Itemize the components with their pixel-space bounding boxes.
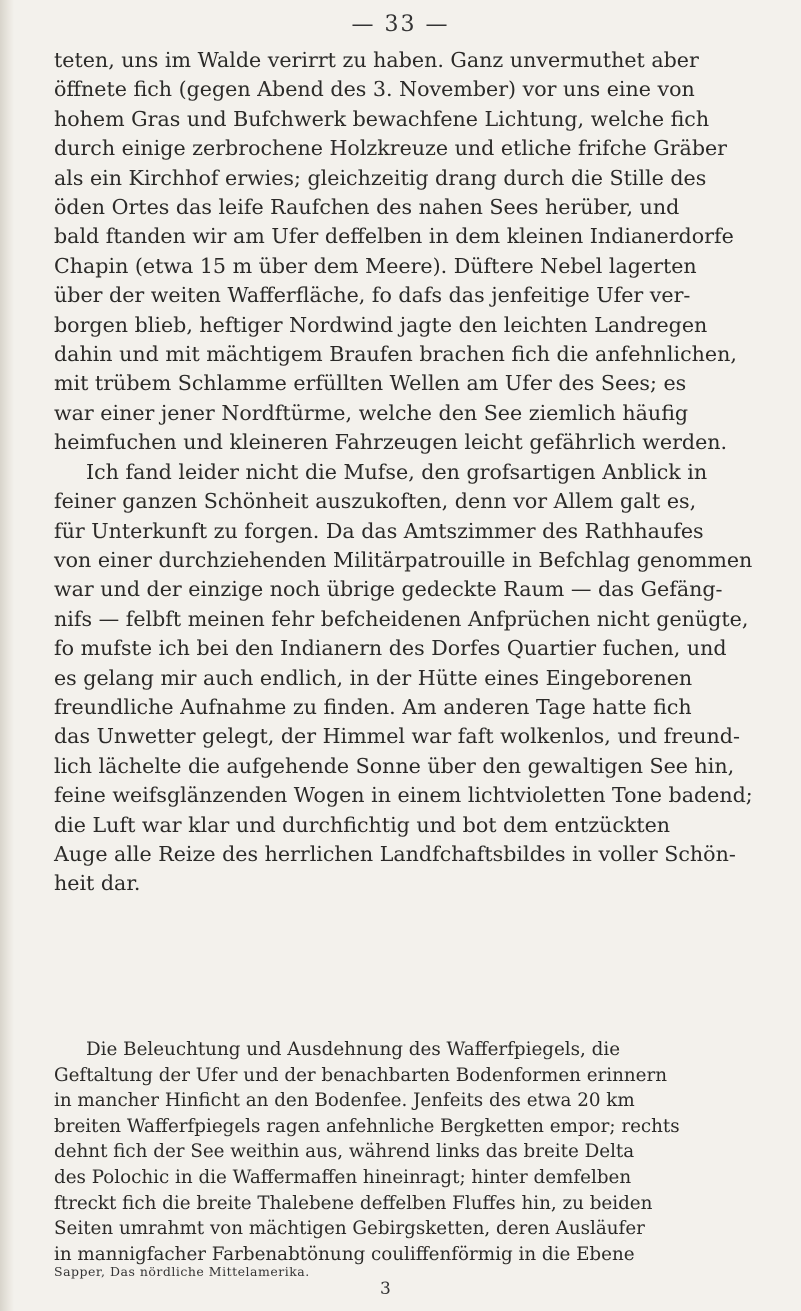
footer-citation: Sapper, Das nördliche Mittelamerika. xyxy=(54,1264,310,1279)
text-line: Seiten umrahmt von mächtigen Gebirgsketten, deren Ausläufer xyxy=(54,1218,645,1240)
text-line: feine weifsglänzenden Wogen in einem lichtvioletten Tone badend; xyxy=(54,783,753,808)
text-line: borgen blieb, heftiger Nordwind jagte den leichten Landregen xyxy=(54,312,708,337)
text-line: Ich fand leider nicht die Mufse, den grofsartigen Anblick in xyxy=(86,459,708,484)
text-line: heimfuchen und kleineren Fahrzeugen leicht gefährlich werden. xyxy=(54,430,728,455)
text-line: breiten Wafferfpiegels ragen anfehnliche Bergketten empor; rechts xyxy=(54,1115,680,1137)
text-line: ftreckt fich die breite Thalebene deffelben Fluffes hin, zu beiden xyxy=(54,1192,653,1214)
text-line: es gelang mir auch endlich, in der Hütte eines Eingeborenen xyxy=(54,665,693,690)
text-line: feiner ganzen Schönheit auszukoften, denn vor Allem galt es, xyxy=(54,489,697,514)
text-line: Geftaltung der Ufer und der benachbarten Bodenformen erinnern xyxy=(54,1064,668,1086)
text-line: dehnt fich der See weithin aus, während links das breite Delta xyxy=(54,1141,635,1163)
text-line: für Unterkunft zu forgen. Da das Amtszimmer des Rathhaufes xyxy=(54,518,704,543)
text-line: fo mufste ich bei den Indianern des Dorfes Quartier fuchen, und xyxy=(54,636,727,661)
text-line: lich lächelte die aufgehende Sonne über den gewaltigen See hin, xyxy=(54,753,735,778)
text-line: von einer durchziehenden Militärpatrouille in Befchlag genommen xyxy=(54,547,753,572)
text-line: war und der einzige noch übrige gedeckte Raum — das Gefäng- xyxy=(54,577,723,602)
small-print-text xyxy=(54,1037,760,1267)
text-line: Die Beleuchtung und Ausdehnung des Wafferfpiegels, die xyxy=(86,1039,621,1060)
text-line: mit trübem Schlamme erfüllten Wellen am Ufer des Sees; es xyxy=(54,371,687,396)
page-number: — 33 — xyxy=(351,12,450,37)
page-spine-shadow xyxy=(0,0,14,1311)
text-line: durch einige zerbrochene Holzkreuze und etliche frifche Gräber xyxy=(54,136,728,161)
main-text xyxy=(54,46,760,899)
text-line: in mancher Hinficht an den Bodenfee. Jenfeits des etwa 20 km xyxy=(54,1090,635,1112)
text-line: freundliche Aufnahme zu finden. Am anderen Tage hatte fich xyxy=(54,694,692,719)
text-line: heit dar. xyxy=(54,871,141,896)
text-line: Chapin (etwa 15 m über dem Meere). Düftere Nebel lagerten xyxy=(54,253,697,278)
text-line: öffnete fich (gegen Abend des 3. November) vor uns eine von xyxy=(54,77,695,102)
text-line: Auge alle Reize des herrlichen Landfchaftsbildes in voller Schön- xyxy=(54,841,736,866)
text-line: das Unwetter gelegt, der Himmel war faft wolkenlos, und freund- xyxy=(54,724,740,749)
text-line: nifs — felbft meinen fehr befcheidenen Anfprüchen nicht genügte, xyxy=(54,606,749,631)
text-line: war einer jener Nordftürme, welche den See ziemlich häufig xyxy=(54,400,689,425)
text-line: bald ftanden wir am Ufer deffelben in dem kleinen Indianerdorfe xyxy=(54,224,734,249)
text-line: über der weiten Wafferfläche, fo dafs das jenfeitige Ufer ver- xyxy=(54,283,691,308)
signature-mark: 3 xyxy=(380,1279,391,1299)
text-line: die Luft war klar und durchfichtig und bot dem entzückten xyxy=(54,812,671,837)
text-line: öden Ortes das leife Raufchen des nahen Sees herüber, und xyxy=(54,195,680,220)
text-line: hohem Gras und Bufchwerk bewachfene Lichtung, welche fich xyxy=(54,106,710,131)
text-line: des Polochic in die Waffermaffen hineinragt; hinter demfelben xyxy=(54,1166,632,1188)
text-line: dahin und mit mächtigem Braufen brachen fich die anfehnlichen, xyxy=(54,342,737,367)
text-line: in mannigfacher Farbenabtönung couliffenförmig in die Ebene xyxy=(54,1243,635,1265)
text-line: teten, uns im Walde verirrt zu haben. Ganz unvermuthet aber xyxy=(54,48,699,72)
text-line: als ein Kirchhof erwies; gleichzeitig drang durch die Stille des xyxy=(54,165,707,190)
